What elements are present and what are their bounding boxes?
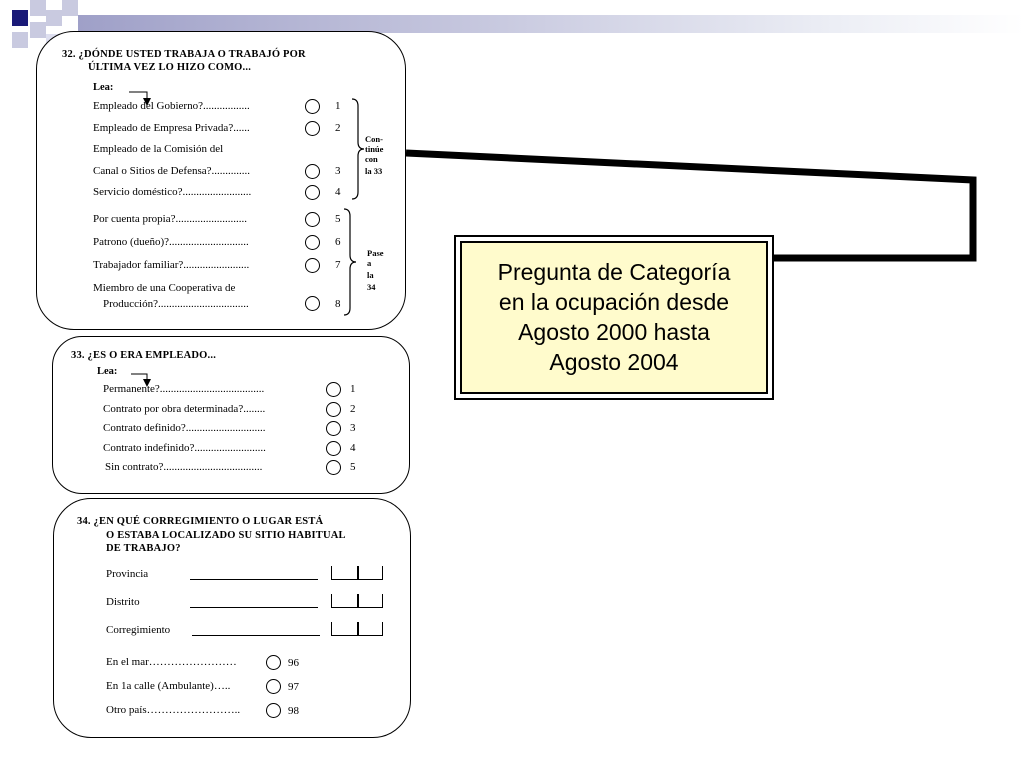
q32-option-3-code: 3 [335,165,341,177]
note-skip-line3: la [367,270,374,280]
question-32-title-line2: ÚLTIMA VEZ LO HIZO COMO... [88,62,252,73]
callout-line-1: Pregunta de Categoría [497,259,731,285]
q32-option-7-label: Trabajador familiar?........................ [93,259,250,271]
note-skip-line4: 34 [367,282,376,292]
q32-option-7-radio[interactable] [305,258,320,273]
q32-option-2-code: 2 [335,122,341,134]
q34-distrito-code-box[interactable] [331,594,383,608]
question-34-title-line3: DE TRABAJO? [106,543,181,554]
q34-option-97-code: 97 [288,681,299,693]
callout-line-3: Agosto 2000 hasta [518,319,710,345]
q34-corregimiento-code-box[interactable] [331,622,383,636]
q32-option-4-label: Servicio doméstico?......................... [93,186,252,198]
q32-option-5-label: Por cuenta propia?.......................... [93,213,247,225]
note-continue-line1: Con- [365,134,383,144]
callout-line-2: en la ocupación desde [498,289,730,315]
q32-option-1-code: 1 [335,100,341,112]
question-34-title-line2: O ESTABA LOCALIZADO SU SITIO HABITUAL [106,530,346,541]
q34-provincia-code-box[interactable] [331,566,383,580]
callout-line-4: Agosto 2004 [549,349,679,375]
note-continue-line4: la 33 [365,166,383,176]
q32-option-2-radio[interactable] [305,121,320,136]
q32-option-6-radio[interactable] [305,235,320,250]
q34-option-96-label: En el mar…………………… [106,656,237,668]
question-32-box [36,31,406,330]
q32-option-3-radio[interactable] [305,164,320,179]
q33-option-2-code: 2 [350,403,356,415]
q33-option-3-code: 3 [350,422,356,434]
callout-box [460,241,768,394]
q32-option-2-label: Empleado de Empresa Privada?...... [93,122,250,134]
q34-distrito-label: Distrito [106,596,140,608]
question-34-title: 34. ¿EN QUÉ CORREGIMIENTO O LUGAR ESTÁ [77,516,324,527]
q32-option-8-label-line2: Producción?................................. [103,298,249,310]
q32-option-3-label-line1: Empleado de la Comisión del [93,143,224,155]
note-skip-line2: a [367,258,372,268]
question-33-box [52,336,410,494]
q33-option-1-code: 1 [350,383,356,395]
q33-option-5-code: 5 [350,461,356,473]
q32-option-3-label-line2: Canal o Sitios de Defensa?.............. [93,165,251,177]
q32-option-8-radio[interactable] [305,296,320,311]
q34-provincia-label: Provincia [106,568,149,580]
q34-option-97-label: En 1a calle (Ambulante)….. [106,680,231,692]
note-skip-line1: Pase [367,248,384,258]
q34-option-98-label: Otro país…………………….. [106,704,241,716]
q32-option-1-label: Empleado del Gobierno?................. [93,100,250,112]
q32-option-5-code: 5 [335,213,341,225]
question-33-title: 33. ¿ES O ERA EMPLEADO... [71,350,217,361]
q34-option-98-code: 98 [288,705,299,717]
q34-corregimiento-label: Corregimiento [106,624,171,636]
q34-option-96-radio[interactable] [266,655,281,670]
q32-option-6-label: Patrono (dueño)?............................. [93,236,249,248]
q33-option-3-radio[interactable] [326,421,341,436]
q34-corregimiento-input[interactable] [192,635,320,636]
callout-text [462,257,766,377]
q34-provincia-input[interactable] [190,579,318,580]
q34-option-96-code: 96 [288,657,299,669]
q34-option-98-radio[interactable] [266,703,281,718]
q32-option-7-code: 7 [335,259,341,271]
question-32-title: 32. ¿DÓNDE USTED TRABAJA O TRABAJÓ POR [62,49,306,60]
q32-option-1-radio[interactable] [305,99,320,114]
q33-option-2-label: Contrato por obra determinada?........ [103,403,266,415]
q33-option-5-label: Sin contrato?.................................... [105,461,263,473]
q33-option-4-code: 4 [350,442,356,454]
q34-distrito-input[interactable] [190,607,318,608]
question-32-read-instruction: Lea: [93,82,114,93]
brace-skip-icon [343,208,357,316]
question-34-box [53,498,411,738]
q33-option-3-label: Contrato definido?............................. [103,422,266,434]
q32-option-6-code: 6 [335,236,341,248]
q33-option-1-label: Permanente?...................................... [103,383,265,395]
q33-option-4-label: Contrato indefinido?.......................... [103,442,266,454]
note-continue-line2: tinúe [365,144,384,154]
q32-option-8-label-line1: Miembro de una Cooperativa de [93,282,236,294]
brace-continue-icon [351,98,365,200]
note-continue-line3: con [365,154,378,164]
q32-option-8-code: 8 [335,298,341,310]
q33-option-1-radio[interactable] [326,382,341,397]
q34-option-97-radio[interactable] [266,679,281,694]
q32-option-4-radio[interactable] [305,185,320,200]
q33-option-5-radio[interactable] [326,460,341,475]
q32-option-4-code: 4 [335,186,341,198]
q32-option-5-radio[interactable] [305,212,320,227]
q33-option-4-radio[interactable] [326,441,341,456]
q33-option-2-radio[interactable] [326,402,341,417]
question-33-read-instruction: Lea: [97,366,118,377]
